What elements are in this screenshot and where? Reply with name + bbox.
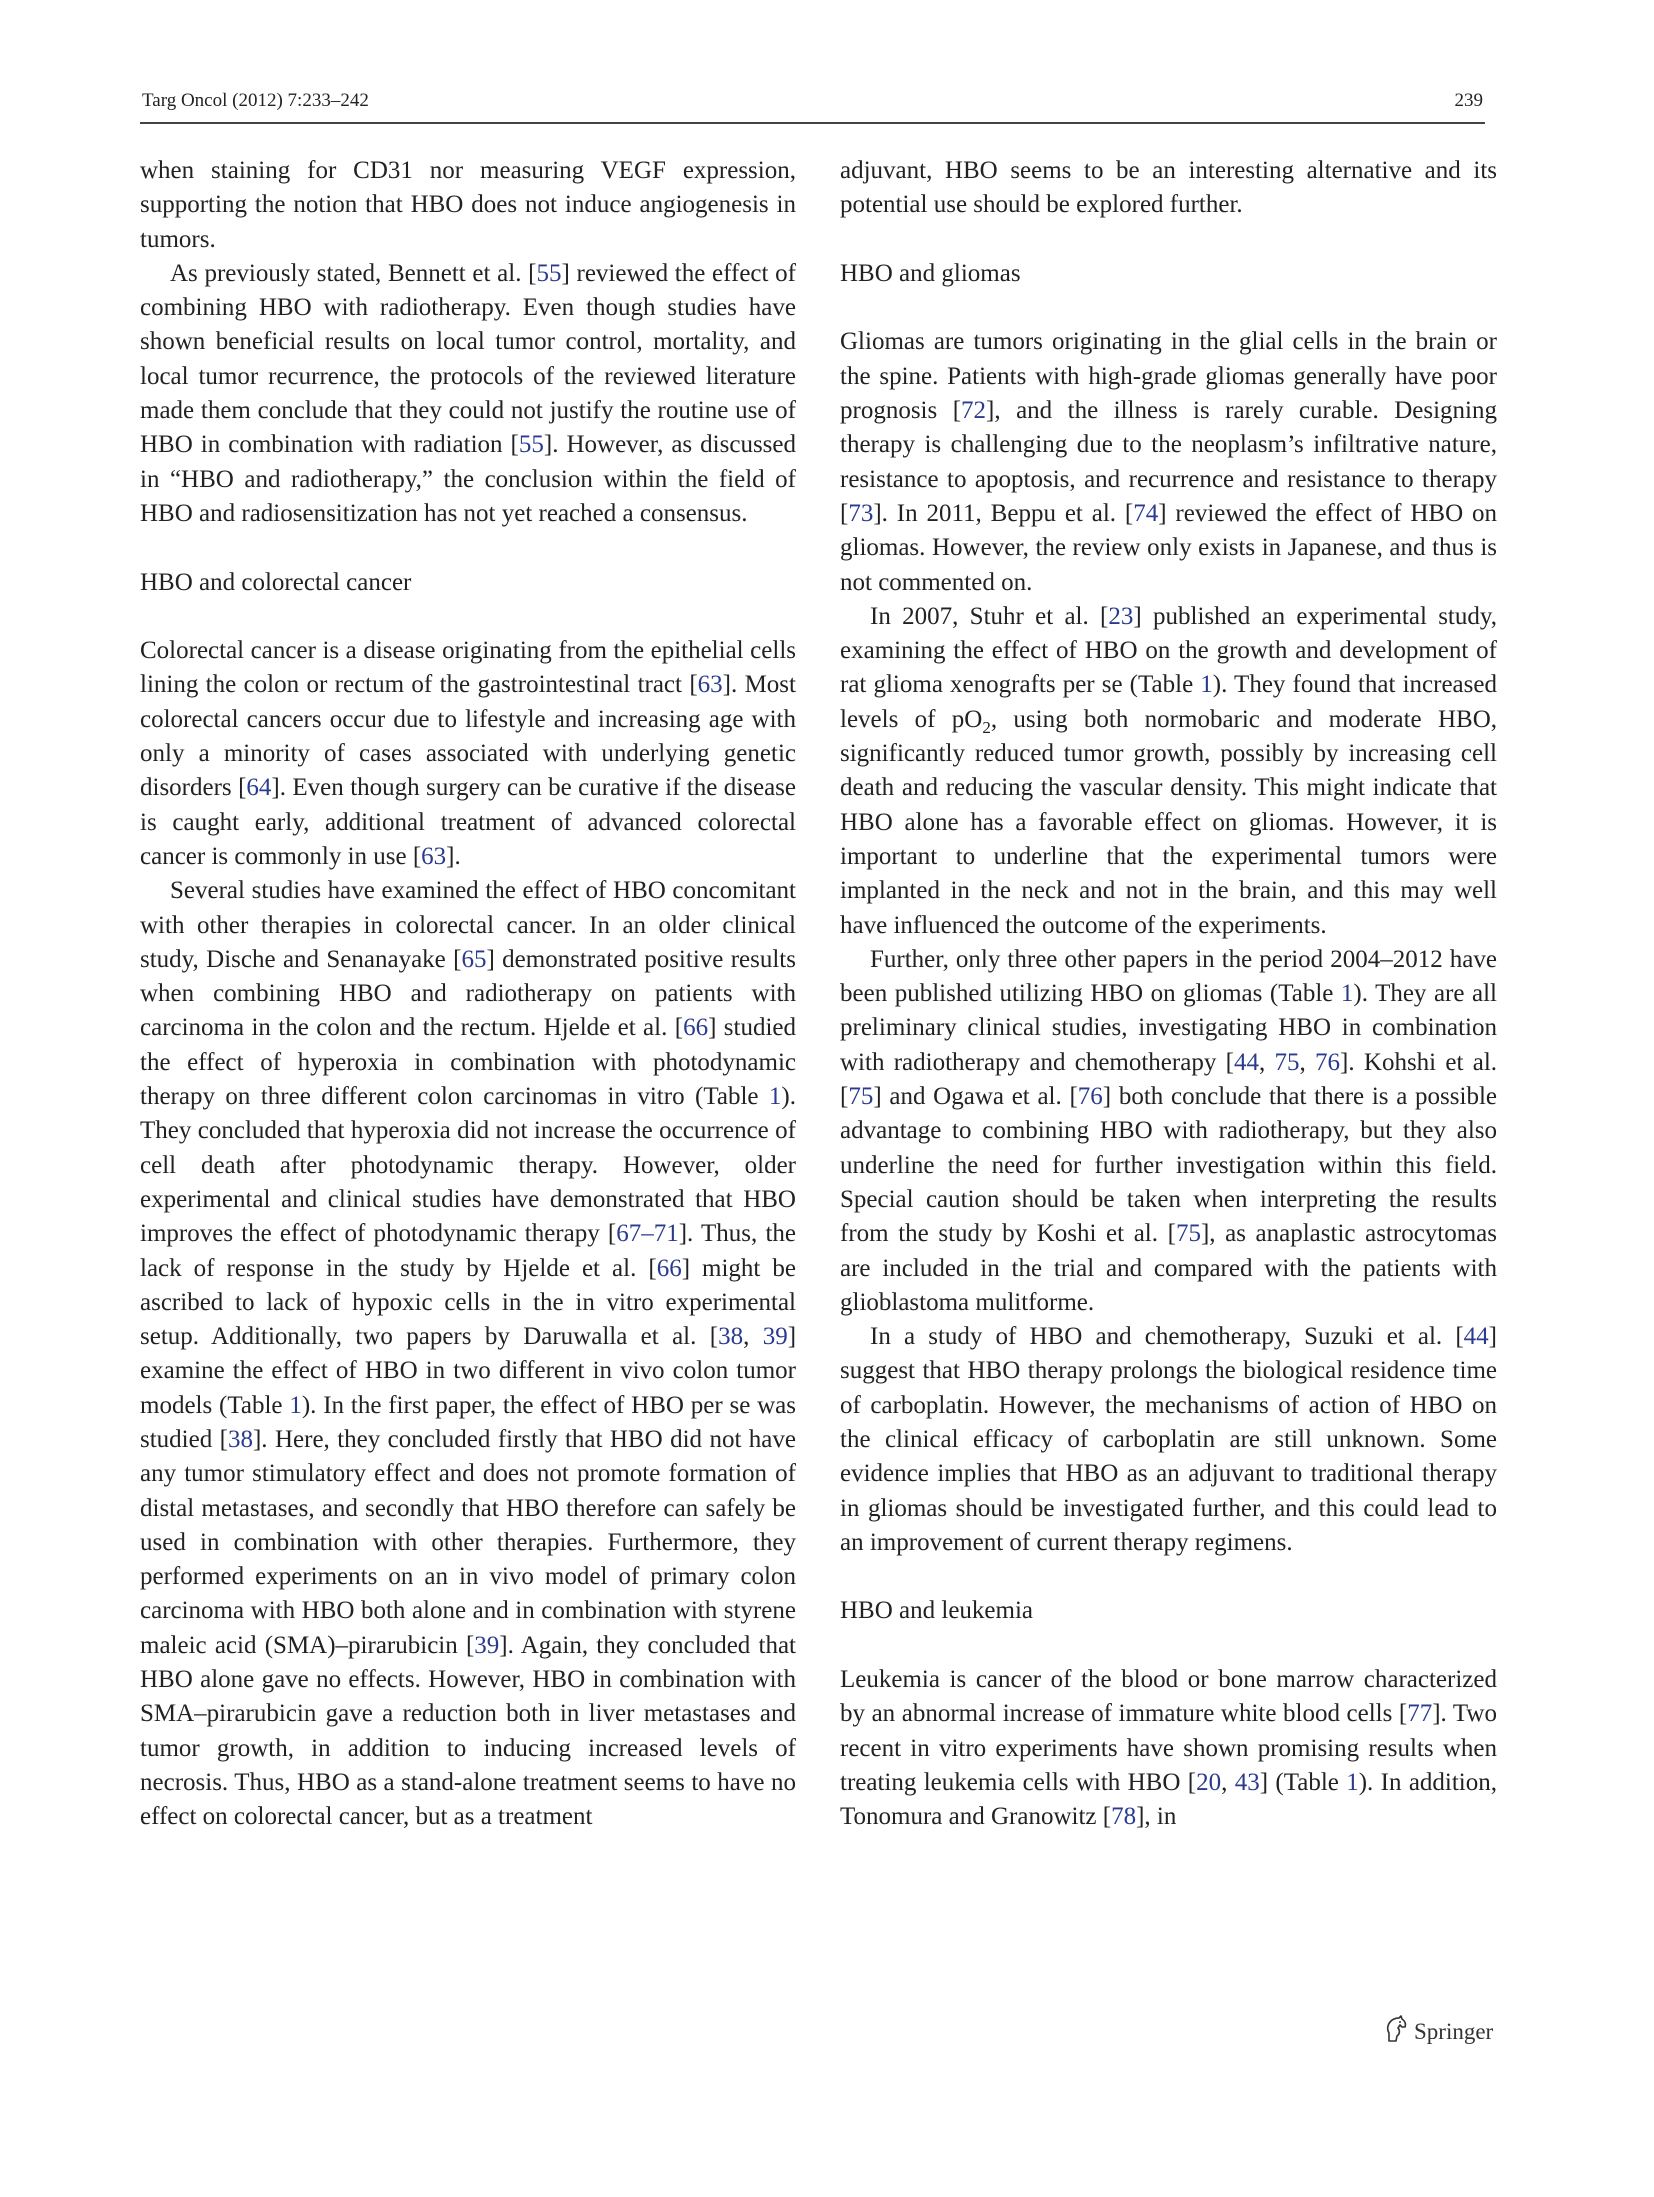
table-link[interactable]: 1	[1340, 980, 1354, 1008]
citation-link[interactable]: 23	[1108, 602, 1134, 630]
citation-link[interactable]: 66	[656, 1254, 682, 1282]
table-link[interactable]: 1	[768, 1083, 782, 1111]
citation-link[interactable]: 64	[246, 774, 272, 802]
citation-link[interactable]: 76	[1315, 1048, 1341, 1076]
running-header	[140, 88, 1485, 124]
citation-link[interactable]: 73	[848, 499, 874, 527]
paragraph: adjuvant, HBO seems to be an interesting alternative and its potential use should be explored further.	[840, 157, 1497, 219]
section-heading: HBO and leukemia	[840, 1597, 1034, 1625]
publisher-name: Springer	[1414, 2019, 1494, 2044]
journal-citation: Targ Oncol (2012) 7:233–242	[142, 90, 369, 111]
publisher-logo	[1383, 2015, 1493, 2049]
left-column	[140, 154, 796, 1835]
section-heading: HBO and gliomas	[840, 259, 1021, 287]
paragraph: Further, only three other papers in the period 2004–2012 have been published utilizing HBO on gliomas (Table 1). They are all preliminary clinical studies, investigating HBO in combination with radiotherapy and chemotherapy [44, 75, 76]. Kohshi et al. [75] and Ogawa et al. [76] both conclude that there is a possible advantage to combining HBO with radiotherapy, but they also underline the need for further investigation within this field. Special caution should be taken when interpreting the results from the study by Koshi et al. [75], as anaplastic astrocytomas are included in the trial and compared with the patients with glioblastoma mulitforme.	[840, 945, 1498, 1316]
citation-link[interactable]: 75	[1175, 1220, 1201, 1248]
citation-link[interactable]: 43	[1234, 1768, 1260, 1796]
citation-link[interactable]: 38	[718, 1323, 744, 1351]
paragraph: In a study of HBO and chemotherapy, Suzuki et al. [44] suggest that HBO therapy prolongs the biological residence time of carboplatin. However, the mechanisms of action of HBO on the clinical efficacy of carboplatin are still unknown. Some evidence implies that HBO as an adjuvant to traditional therapy in gliomas should be investigated further, and this could lead to an improvement of current therapy regimens.	[840, 1323, 1497, 1556]
citation-link[interactable]: 75	[848, 1083, 874, 1111]
table-link[interactable]: 1	[1200, 671, 1213, 699]
citation-link[interactable]: 72	[961, 397, 987, 425]
citation-link[interactable]: 75	[1274, 1048, 1300, 1076]
page-number: 239	[1454, 90, 1483, 111]
citation-link[interactable]: 63	[697, 671, 723, 699]
citation-link[interactable]: 20	[1196, 1768, 1222, 1796]
citation-link[interactable]: 67–71	[616, 1220, 679, 1248]
citation-link[interactable]: 55	[518, 431, 544, 459]
springer-horse-icon	[1383, 2015, 1409, 2049]
citation-link[interactable]: 63	[421, 842, 447, 870]
citation-link[interactable]: 76	[1077, 1083, 1103, 1111]
citation-link[interactable]: 39	[474, 1631, 500, 1659]
section-heading: HBO and colorectal cancer	[140, 568, 412, 596]
paragraph: Several studies have examined the effect of HBO concomitant with other therapies in colorectal cancer. In an older clinical study, Dische and Senanayake [65] demonstrated positive results when combining HBO and radiotherapy on patients with carcinoma in the colon and the rectum. Hjelde et al. [66] studied the effect of hyperoxia in combination with photodynamic therapy on three different colon carcinomas in vitro (Table 1). They concluded that hyperoxia did not increase the occurrence of cell death after photodynamic therapy. However, older experimental and clinical studies have demonstrated that HBO improves the effect of photodynamic therapy [67–71]. Thus, the lack of response in the study by Hjelde et al. [66] might be ascribed to lack of hypoxic cells in the in vitro experimental setup. Additionally, two papers by Daruwalla et al. [38, 39] examine the effect of HBO in two different in vivo colon tumor models (Table 1). In the first paper, the effect of HBO per se was studied [38]. Here, they concluded firstly that HBO did not have any tumor stimulatory effect and does not promote formation of distal metastases, and secondly that HBO therefore can safely be used in combination with other therapies. Furthermore, they performed experiments on an in vivo model of primary colon carcinoma with HBO both alone and in combination with styrene maleic acid (SMA)–pirarubicin [39]. Again, they concluded that HBO alone gave no effects. However, HBO in combination with SMA–pirarubicin gave a reduction both in liver metastases and tumor growth, in addition to inducing increased levels of necrosis. Thus, HBO as a stand-alone treatment seems to have no effect on colorectal cancer, but as a treatment	[140, 877, 797, 1831]
table-link[interactable]: 1	[1346, 1768, 1359, 1796]
citation-link[interactable]: 55	[536, 259, 562, 287]
paragraph: Leukemia is cancer of the blood or bone marrow characterized by an abnormal increase of immature white blood cells [77]. Two recent in vitro experiments have shown promising results when treating leukemia cells with HBO [20, 43] (Table 1). In addition, Tonomura and Granowitz [78], in	[840, 1666, 1497, 1831]
citation-link[interactable]: 66	[683, 1014, 709, 1042]
citation-link[interactable]: 74	[1133, 499, 1159, 527]
right-column	[840, 154, 1497, 1835]
paragraph: Colorectal cancer is a disease originating from the epithelial cells lining the colon or rectum of the gastrointestinal tract [63]. Most colorectal cancers occur due to lifestyle and increasing age with only a minority of cases associated with underlying genetic disorders [64]. Even though surgery can be curative if the disease is caught early, additional treatment of advanced colorectal cancer is commonly in use [63].	[140, 637, 796, 870]
citation-link[interactable]: 39	[762, 1323, 788, 1351]
paragraph: Gliomas are tumors originating in the glial cells in the brain or the spine. Patients with high-grade gliomas generally have poor prognosis [72], and the illness is rarely curable. Designing therapy is challenging due to the neoplasm’s infiltrative nature, resistance to apoptosis, and recurrence and resistance to therapy [73]. In 2011, Beppu et al. [74] reviewed the effect of HBO on gliomas. However, the review only exists in Japanese, and thus is not commented on.	[840, 328, 1497, 596]
citation-link[interactable]: 38	[227, 1425, 253, 1453]
table-link[interactable]: 1	[289, 1391, 302, 1419]
citation-link[interactable]: 44	[1233, 1048, 1259, 1076]
citation-link[interactable]: 44	[1463, 1323, 1489, 1351]
citation-link[interactable]: 77	[1407, 1700, 1433, 1728]
paragraph: In 2007, Stuhr et al. [23] published an experimental study, examining the effect of HBO on the growth and development of rat glioma xenografts per se (Table 1). They found that increased levels of $pO_2$, using both normobaric and moderate HBO, significantly reduced tumor growth, possibly by increasing cell death and reducing the vascular density. This might indicate that HBO alone has a favorable effect on gliomas. However, it is important to underline that the experimental tumors were implanted in the neck and not in the brain, and this may well have influenced the outcome of the experiments.	[840, 602, 1497, 939]
subscript: 2	[982, 717, 991, 737]
citation-link[interactable]: 65	[461, 945, 487, 973]
citation-link[interactable]: 78	[1111, 1803, 1137, 1831]
paragraph: As previously stated, Bennett et al. [55] reviewed the effect of combining HBO with radiotherapy. Even though studies have shown beneficial results on local tumor control, mortality, and local tumor recurrence, the protocols of the reviewed literature made them conclude that they could not justify the routine use of HBO in combination with radiation [55]. However, as discussed in “HBO and radiotherapy,” the conclusion within the field of HBO and radiosensitization has not yet reached a consensus.	[140, 259, 796, 527]
paragraph: when staining for CD31 nor measuring VEGF expression, supporting the notion that HBO does not induce angiogenesis in tumors.	[140, 157, 796, 253]
